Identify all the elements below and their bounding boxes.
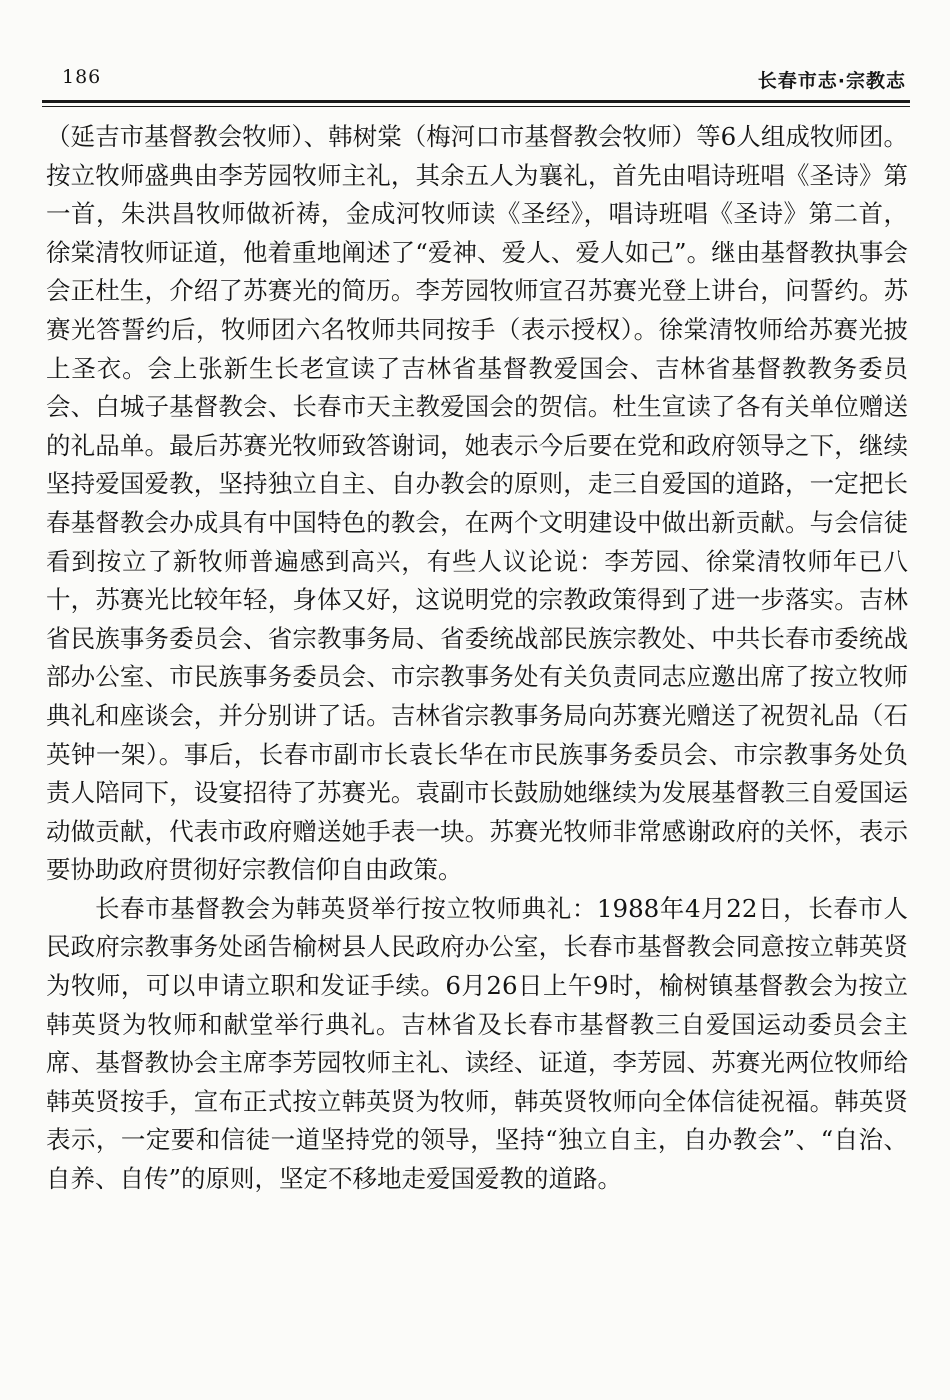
- header-rule-thin: [42, 106, 910, 107]
- body-text: [46, 118, 908, 1199]
- paragraph-han-yingxian-ordination: 长春市基督教会为韩英贤举行按立牧师典礼：1988年4月22日，长春市人民政府宗教事务处函告榆树县人民政府办公室，长春市基督教会同意按立韩英贤为牧师，可以申请立职和发证手续。6月26日上午9时，榆树镇基督教会为按立韩英贤为牧师和献堂举行典礼。吉林省及长春市基督教三自爱国运动委员会主席、基督教协会主席李芳园牧师主礼、读经、证道，李芳园、苏赛光两位牧师给韩英贤按手，宣布正式按立韩英贤为牧师，韩英贤牧师向全体信徒祝福。韩英贤表示，一定要和信徒一道坚持党的领导，坚持“独立自主，自办教会”、“自治、自养、自传”的原则，坚定不移地走爱国爱教的道路。: [46, 893, 908, 1194]
- header-rule-thick: [42, 100, 910, 103]
- paragraph-continued: （延吉市基督教会牧师）、韩树棠（梅河口市基督教会牧师）等6人组成牧师团。按立牧师盛典由李芳园牧师主礼，其余五人为襄礼，首先由唱诗班唱《圣诗》第一首，朱洪昌牧师做祈祷，金成河牧师读《圣经》，唱诗班唱《圣诗》第二首，徐棠清牧师证道，他着重地阐述了“爱神、爱人、爱人如己”。继由基督教执事会会正杜生，介绍了苏赛光的简历。李芳园牧师宣召苏赛光登上讲台，问誓约。苏赛光答誓约后，牧师团六名牧师共同按手（表示授权）。徐棠清牧师给苏赛光披上圣衣。会上张新生长老宣读了吉林省基督教爱国会、吉林省基督教教务委员会、白城子基督教会、长春市天主教爱国会的贺信。杜生宣读了各有关单位赠送的礼品单。最后苏赛光牧师致答谢词，她表示今后要在党和政府领导之下，继续坚持爱国爱教，坚持独立自主、自办教会的原则，走三自爱国的道路，一定把长春基督教会办成具有中国特色的教会，在两个文明建设中做出新贡献。与会信徒看到按立了新牧师普遍感到高兴，有些人议论说：李芳园、徐棠清牧师年已八十，苏赛光比较年轻，身体又好，这说明党的宗教政策得到了进一步落实。吉林省民族事务委员会、省宗教事务局、省委统战部民族宗教处、中共长春市委统战部办公室、市民族事务委员会、市宗教事务处有关负责同志应邀出席了按立牧师典礼和座谈会，并分别讲了话。吉林省宗教事务局向苏赛光赠送了祝贺礼品（石英钟一架）。事后，长春市副市长袁长华在市民族事务委员会、市宗教事务处负责人陪同下，设宴招待了苏赛光。袁副市长鼓励她继续为发展基督教三自爱国运动做贡献，代表市政府赠送她手表一块。苏赛光牧师非常感谢政府的关怀，表示要协助政府贯彻好宗教信仰自由政策。: [46, 122, 908, 885]
- page-number: 186: [62, 66, 102, 88]
- running-title: 长春市志·宗教志: [757, 70, 906, 92]
- page-header: [40, 66, 912, 94]
